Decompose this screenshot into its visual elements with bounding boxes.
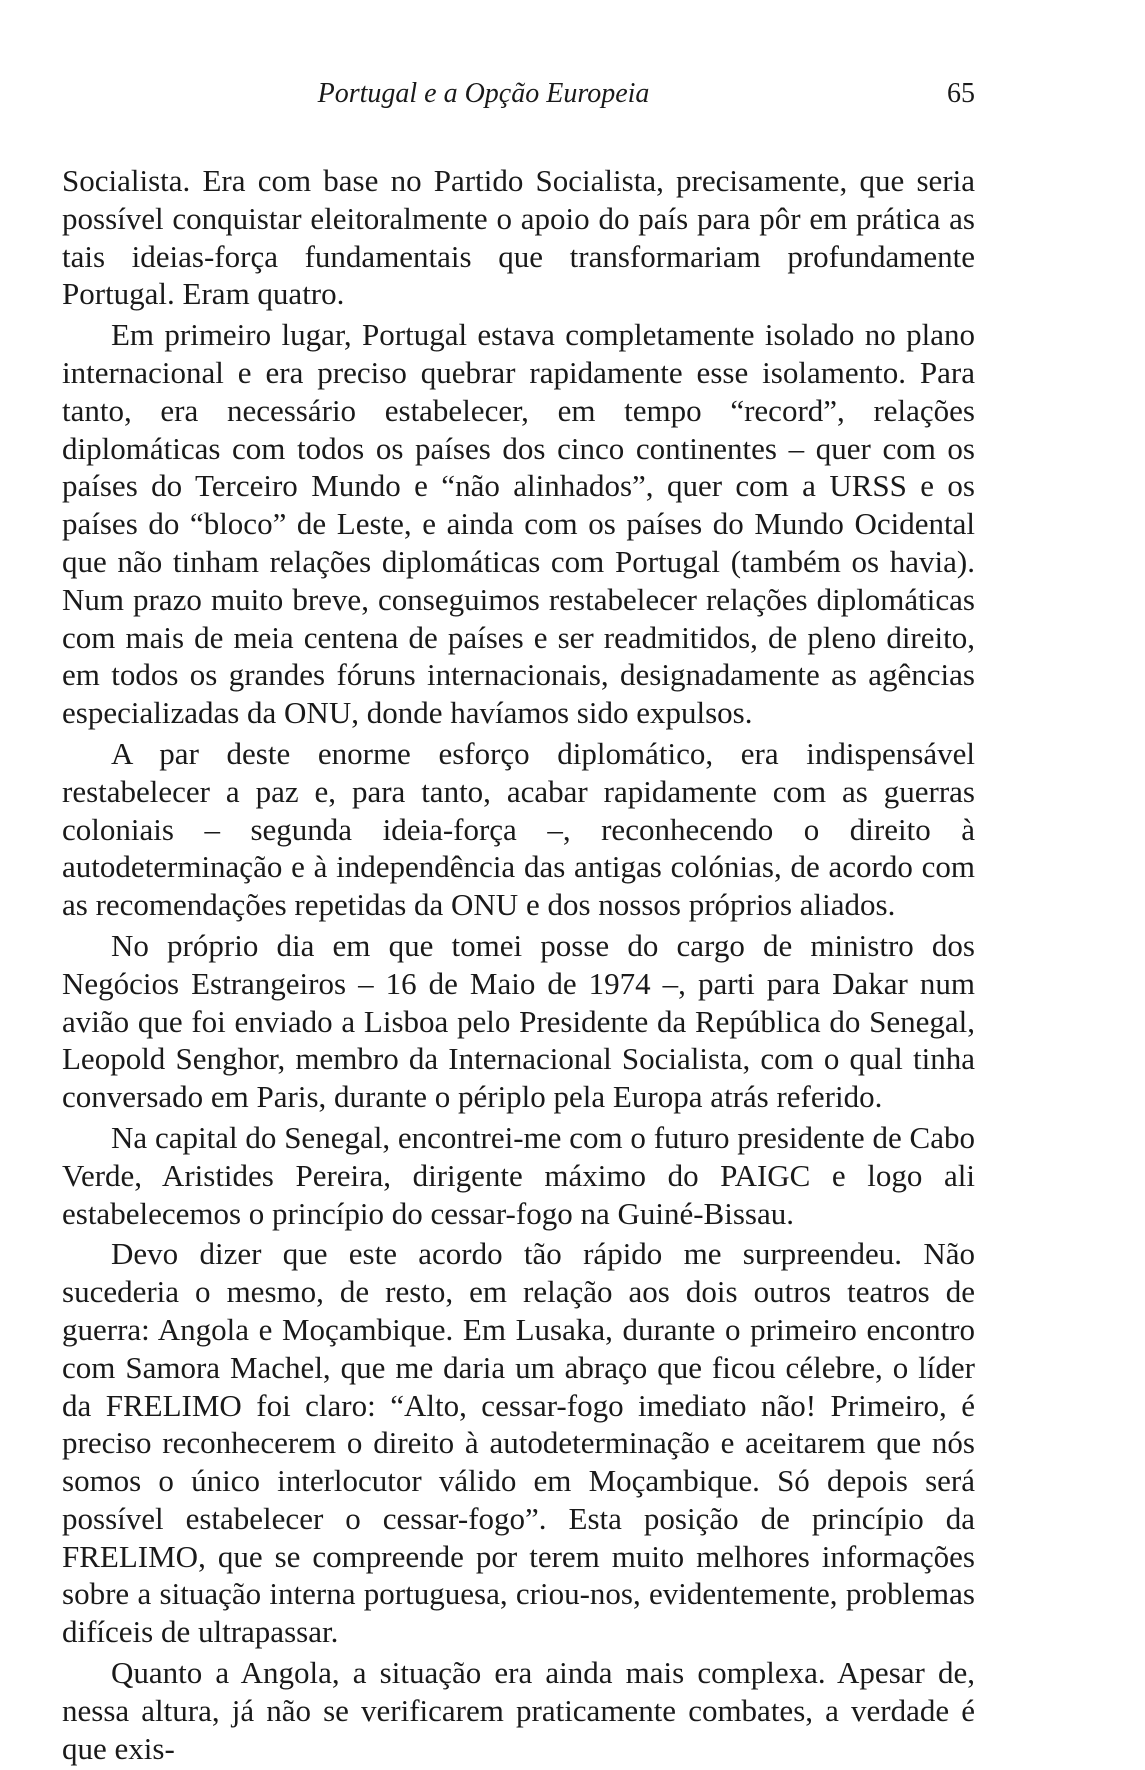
paragraph: Socialista. Era com base no Partido Socialista, precisamente, que seria possível conquistar eleitoralmente o apoio do país para pôr em prática as tais ideias-força fundamentais que transformariam profundamente Portugal. Eram quatro.: [62, 163, 975, 312]
paragraph: No próprio dia em que tomei posse do cargo de ministro dos Negócios Estrangeiros – 16 de Maio de 1974 –, parti para Dakar num avião que foi enviado a Lisboa pelo Presidente da República do Senegal, Leopold Senghor, membro da Internacional Socialista, com o qual tinha conversado em Paris, durante o périplo pela Europa atrás referido.: [62, 927, 975, 1115]
paragraph: A par deste enorme esforço diplomático, era indispensável restabelecer a paz e, para tanto, acabar rapidamente com as guerras coloniais – segunda ideia-força –, reconhecendo o direito à autodeterminação e à independência das antigas colónias, de acordo com as recomendações repetidas da ONU e dos nossos próprios aliados.: [62, 735, 975, 923]
paragraph: Quanto a Angola, a situação era ainda mais complexa. Apesar de, nessa altura, já não se verificarem praticamente combates, a verdade é que exis-: [62, 1655, 975, 1766]
body-text: [62, 162, 975, 1770]
paragraph: Na capital do Senegal, encontrei-me com o futuro presidente de Cabo Verde, Aristides Pereira, dirigente máximo do PAIGC e logo ali estabelecemos o princípio do cessar-fogo na Guiné-Bissau.: [62, 1119, 975, 1231]
paragraph: Em primeiro lugar, Portugal estava completamente isolado no plano internacional e era preciso quebrar rapidamente esse isolamento. Para tanto, era necessário estabelecer, em tempo “record”, relações diplomáticas com todos os países dos cinco continentes – quer com os países do Terceiro Mundo e “não alinhados”, quer com a URSS e os países do “bloco” de Leste, e ainda com os países do Mundo Ocidental que não tinham relações diplomáticas com Portugal (também os havia). Num prazo muito breve, conseguimos restabelecer relações diplomáticas com mais de meia centena de países e ser readmitidos, de pleno direito, em todos os grandes fóruns internacionais, designadamente as agências especializadas da ONU, donde havíamos sido expulsos.: [62, 317, 975, 731]
running-title: Portugal e a Opção Europeia: [317, 78, 650, 109]
page-number: 65: [947, 78, 975, 109]
running-head: [62, 74, 975, 114]
paragraph: Devo dizer que este acordo tão rápido me surpreendeu. Não sucederia o mesmo, de resto, em relação aos dois outros teatros de guerra: Angola e Moçambique. Em Lusaka, durante o primeiro encontro com Samora Machel, que me daria um abraço que ficou célebre, o líder da FRELIMO foi claro: “Alto, cessar-fogo imediato não! Primeiro, é preciso reconhecerem o direito à autodeterminação e aceitarem que nós somos o único interlocutor válido em Moçambique. Só depois será possível estabelecer o cessar-fogo”. Esta posição de princípio da FRELIMO, que se compreende por terem muito melhores informações sobre a situação interna portuguesa, criou-nos, evidentemente, problemas difíceis de ultrapassar.: [62, 1236, 975, 1650]
